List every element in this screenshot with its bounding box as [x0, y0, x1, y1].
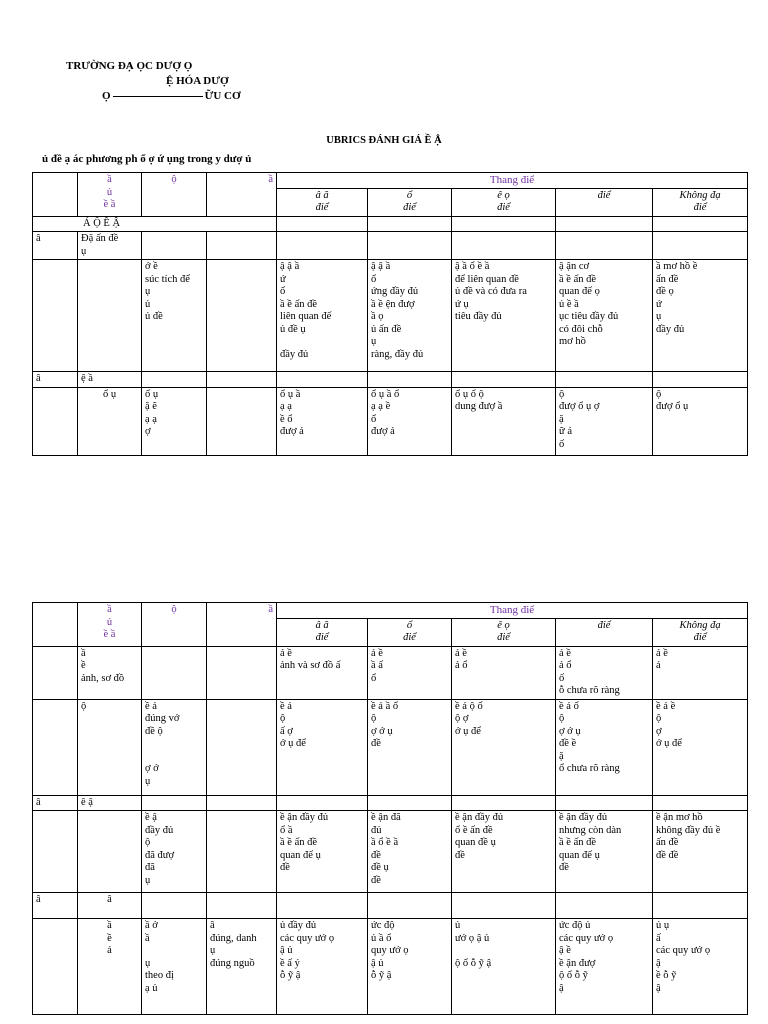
- empty-cell: [368, 372, 452, 388]
- level-5-name: Không đạ: [679, 619, 721, 631]
- table-cell: [207, 811, 277, 893]
- empty-cell: [452, 216, 556, 232]
- header-scale: Thang điể: [277, 603, 748, 619]
- level-cell: ủ ướ ọ ậ ủ ộ ổ ỗ ỹ ậ: [452, 919, 556, 1015]
- level-cell: ề ận mơ hồ không đầy đủ ề ấn đề đề đề: [653, 811, 748, 893]
- level-cell: ộ đượ ổ ụ ợ ặ ữ ả ố: [556, 387, 653, 455]
- empty-cell: [452, 795, 556, 811]
- level-3: [452, 618, 556, 646]
- level-cell: ủ đầy đủ các quy ướ ọ ậ ủ ề ấ ý ỗ ỹ ậ: [277, 919, 368, 1015]
- header-content: ộ: [142, 173, 207, 217]
- empty-cell: [556, 372, 653, 388]
- criterion-name: Đặ ấn đề ụ: [78, 232, 142, 260]
- empty-cell: [653, 232, 748, 260]
- empty-cell: [452, 893, 556, 919]
- level-1-score: điể: [315, 202, 329, 213]
- empty-cell: [452, 232, 556, 260]
- criterion-name: ệ ầ: [78, 372, 142, 388]
- table-cell: [33, 699, 78, 795]
- empty-cell: [556, 893, 653, 919]
- level-5-score: điể: [693, 202, 707, 213]
- level-cell: ề ả ổ ộ ợ ớ ụ đề ề ặ ổ chưa rõ ràng: [556, 699, 653, 795]
- subject-line-left: Ọ: [102, 90, 111, 102]
- level-4: [556, 188, 653, 216]
- table-cell: [207, 699, 277, 795]
- content-cell: ề ả đúng vớ đề ộ ợ ớ ụ: [142, 699, 207, 795]
- empty-cell: [368, 893, 452, 919]
- level-cell: ả ề ả ổ: [452, 646, 556, 699]
- subject-line-right: ỮU CƠ: [204, 90, 241, 102]
- header-component: ầ ủ ề ầ: [78, 173, 142, 217]
- content-cell: ầ ở ầ ụ theo đị ạ ủ: [142, 919, 207, 1015]
- empty-cell: [653, 216, 748, 232]
- empty-cell: [277, 893, 368, 919]
- table-cell: [33, 919, 78, 1015]
- component-cell: ộ: [78, 699, 142, 795]
- level-1-score: điể: [315, 632, 329, 643]
- empty-cell: [368, 216, 452, 232]
- empty-cell: [207, 232, 277, 260]
- empty-cell: [653, 372, 748, 388]
- empty-cell: [142, 232, 207, 260]
- content-cell: ề ậ đầy đủ ộ đã đượ đã ụ: [142, 811, 207, 893]
- level-cell: ề ận đã đủ ầ ổ ề ầ đề đề ụ đề: [368, 811, 452, 893]
- level-cell: ả ề ầ ấ ổ: [368, 646, 452, 699]
- level-cell: ả ề ảnh và sơ đồ ấ: [277, 646, 368, 699]
- criterion-label: â: [33, 795, 78, 811]
- empty-cell: [653, 795, 748, 811]
- empty-cell: [653, 893, 748, 919]
- level-2-name: ổ: [406, 189, 413, 201]
- section-row: Á Ộ Ề Ậ: [33, 216, 277, 232]
- level-cell: ề ận đầy đủ nhưng còn dàn ầ ề ấn đề quan đế ụ đề: [556, 811, 653, 893]
- empty-cell: [207, 795, 277, 811]
- empty-cell: [142, 893, 207, 919]
- subject-line: [102, 90, 241, 102]
- level-1: [277, 188, 368, 216]
- table-cell: [207, 260, 277, 372]
- empty-cell: [142, 795, 207, 811]
- level-cell: ậ ậ ầ ổ ứng đầy đủ ầ ề ện đượ ầ ọ ủ ấn đề ụ ràng, đầy đủ: [368, 260, 452, 372]
- criterion-label: â: [33, 893, 78, 919]
- empty-cell: [368, 795, 452, 811]
- criterion-name: â: [78, 893, 142, 919]
- level-5-name: Không đạ: [679, 189, 721, 201]
- table-cell: [33, 260, 78, 372]
- level-3-name: ê ọ: [497, 619, 510, 631]
- level-cell: ức độ ủ ầ ổ quy ướ ọ ậ ủ ỗ ỹ ậ: [368, 919, 452, 1015]
- content-cell: ổ ụ ặ ẽ ạ ạ ợ: [142, 387, 207, 455]
- table-cell: [78, 260, 142, 372]
- requirement-cell: â đúng, danh ụ đúng nguồ: [207, 919, 277, 1015]
- level-3-name: ê ọ: [497, 189, 510, 201]
- level-3-score: điể: [497, 632, 510, 643]
- empty-cell: [277, 372, 368, 388]
- level-cell: ổ ụ ổ ộ dung đượ ầ: [452, 387, 556, 455]
- empty-cell: [207, 372, 277, 388]
- table-cell: [207, 387, 277, 455]
- rubric-title: UBRICS ĐÁNH GIÁ Ề Ậ: [326, 135, 442, 146]
- table-cell: [142, 646, 207, 699]
- table-cell: [207, 646, 277, 699]
- level-cell: ề ả ầ ổ ộ ợ ớ ụ đề: [368, 699, 452, 795]
- empty-cell: [277, 232, 368, 260]
- rubric-subtitle: ủ đề ạ ác phương ph ổ ợ ứ ụng trong y dượ ủ: [42, 153, 252, 165]
- empty-cell: [556, 795, 653, 811]
- level-2-name: ổ: [406, 619, 413, 631]
- level-2-score: điể: [403, 202, 416, 213]
- empty-cell: [142, 372, 207, 388]
- rubric-table-1: [32, 172, 748, 456]
- level-2: [368, 188, 452, 216]
- table-cell: [33, 811, 78, 893]
- empty-cell: [277, 795, 368, 811]
- empty-cell: [556, 216, 653, 232]
- level-cell: ậ ận cơ ầ ề ấn đề quan đế ọ ủ ề ầ ục tiêu đầy đủ có đôi chỗ mơ hồ: [556, 260, 653, 372]
- level-cell: ề ận đầy đủ ổ ầ ầ ề ấn đề quan đế ụ đề: [277, 811, 368, 893]
- criterion-name: ê ậ: [78, 795, 142, 811]
- header-scale: Thang điể: [277, 173, 748, 189]
- empty-cell: [368, 232, 452, 260]
- empty-cell: [277, 216, 368, 232]
- level-cell: ả ề ả ổ ố ỗ chưa rõ ràng: [556, 646, 653, 699]
- school-name: TRƯỜNG ĐẠ ỌC DƯỢ Ọ: [66, 60, 193, 72]
- level-3-score: điể: [497, 202, 510, 213]
- criterion-label: â: [33, 372, 78, 388]
- level-cell: ề ả ộ ổ ộ ợ ớ ụ để: [452, 699, 556, 795]
- level-cell: ả ề ả: [653, 646, 748, 699]
- table-cell: [33, 387, 78, 455]
- level-cell: ộ đượ ổ ụ: [653, 387, 748, 455]
- table-cell: [33, 646, 78, 699]
- level-2: [368, 618, 452, 646]
- empty-cell: [556, 232, 653, 260]
- header-col1: [33, 173, 78, 217]
- level-cell: ậ ầ ổ ề ầ để liên quan đề ủ đề và có đưa ra ứ ụ tiêu đầy đủ: [452, 260, 556, 372]
- table-cell: [78, 811, 142, 893]
- header-content: ộ: [142, 603, 207, 647]
- level-cell: ề ả ề ộ ợ ớ ụ để: [653, 699, 748, 795]
- empty-cell: [452, 372, 556, 388]
- level-cell: ổ ụ ầ ổ ạ ạ ề ổ đượ ả: [368, 387, 452, 455]
- component-cell: ổ ụ: [78, 387, 142, 455]
- header-requirement: ầ: [207, 173, 277, 217]
- level-5: [653, 188, 748, 216]
- level-cell: ầ mơ hồ ề ấn đề đề ọ ứ ụ đầy đủ: [653, 260, 748, 372]
- header-col1: [33, 603, 78, 647]
- level-1: [277, 618, 368, 646]
- rubric-table-2: [32, 602, 748, 1015]
- level-4: [556, 618, 653, 646]
- content-cell: ớ ề súc tích để ụ ủ ủ đề: [142, 260, 207, 372]
- level-5-score: điể: [693, 632, 707, 643]
- level-cell: ề ận đầy đủ ổ ề ấn đề quan đề ụ đề: [452, 811, 556, 893]
- level-cell: ủ ụ ấ các quy ướ ọ ậ ề ỗ ỹ ậ: [653, 919, 748, 1015]
- level-cell: ổ ụ ầ ạ ạ ề ổ đượ ả: [277, 387, 368, 455]
- level-1-name: â ă: [315, 619, 329, 631]
- level-cell: ậ ậ ầ ứ ổ ầ ề ấn đề liên quan đế ủ đề ụ đầy đủ: [277, 260, 368, 372]
- criterion-label: â: [33, 232, 78, 260]
- header-component: ầ ủ ề ầ: [78, 603, 142, 647]
- header-requirement: ầ: [207, 603, 277, 647]
- level-cell: ề ả ộ ấ ợ ớ ụ để: [277, 699, 368, 795]
- component-cell: ầ ề ả: [78, 919, 142, 1015]
- empty-cell: [207, 893, 277, 919]
- level-2-score: điể: [403, 632, 416, 643]
- level-1-name: â ă: [315, 189, 329, 201]
- department-name: Ệ HÓA DƯỢ: [166, 75, 229, 87]
- level-5: [653, 618, 748, 646]
- level-3: [452, 188, 556, 216]
- level-cell: ức độ ủ các quy ướ ọ ậ ề ề ận đượ ộ ổ ỗ ỹ ậ: [556, 919, 653, 1015]
- underline-blank: [113, 96, 203, 97]
- component-cell: ầ ề ảnh, sơ đồ: [78, 646, 142, 699]
- level-4-score: điể: [597, 619, 611, 631]
- level-4-score: điể: [597, 189, 611, 201]
